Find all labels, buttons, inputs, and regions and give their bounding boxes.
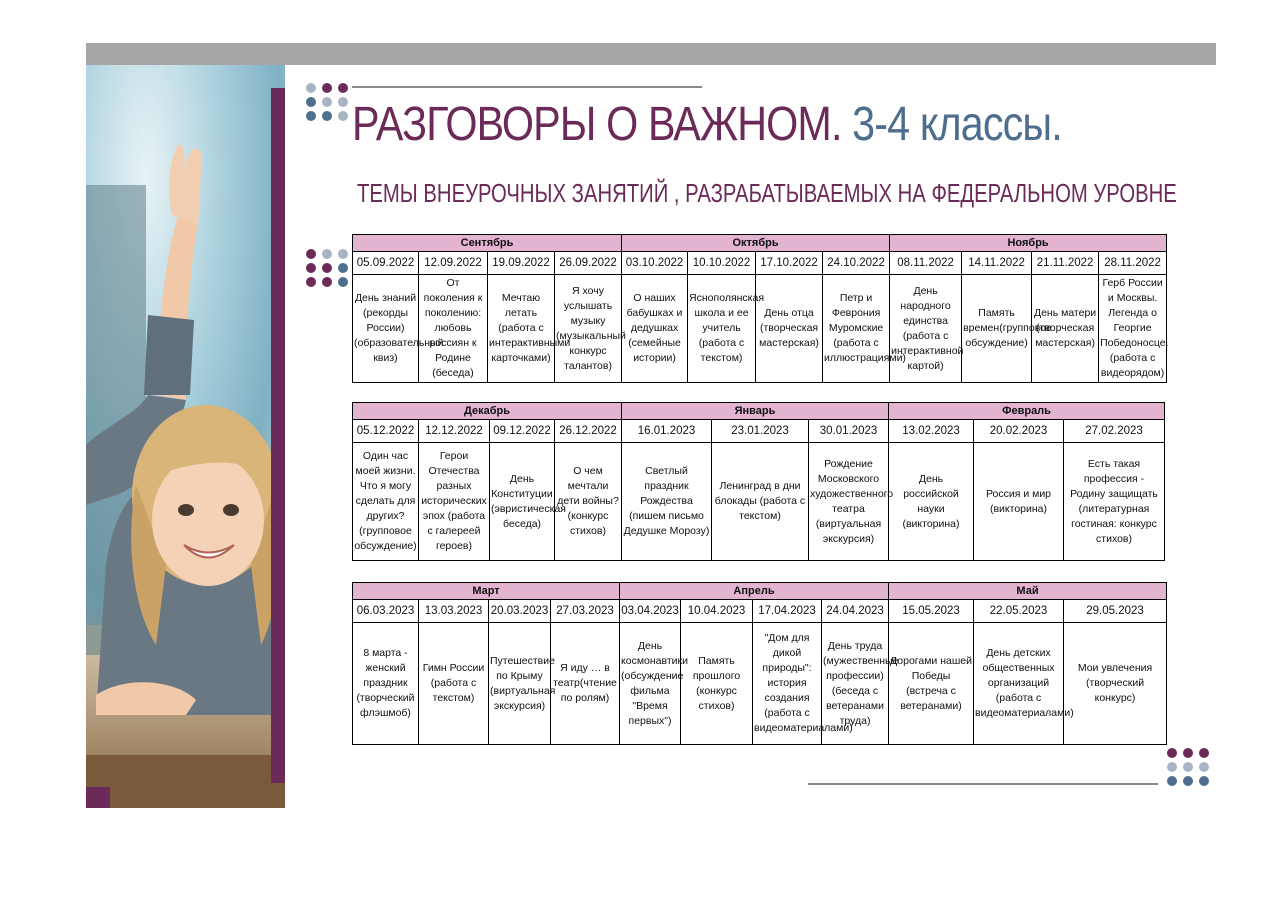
date-cell: 08.11.2022 (890, 252, 962, 275)
date-cell: 19.09.2022 (488, 252, 555, 275)
date-cell: 10.10.2022 (688, 252, 756, 275)
month-cell: Декабрь (353, 403, 622, 420)
date-cell: 24.04.2023 (822, 600, 889, 623)
date-cell: 10.04.2023 (681, 600, 753, 623)
topic-cell: Память времен(групповое обсуждение) (962, 275, 1032, 383)
topic-cell: От поколения к поколению: любовь россиян к Родине (беседа) (419, 275, 488, 383)
topic-cell: Путешествие по Крыму (виртуальная экскурсия) (489, 623, 551, 745)
date-cell: 15.05.2023 (889, 600, 974, 623)
topic-cell: День Конституции (эвристическая беседа) (490, 443, 555, 561)
date-cell: 20.02.2023 (974, 420, 1064, 443)
month-cell: Февраль (889, 403, 1165, 420)
dots-decoration-title (306, 83, 348, 121)
topic-cell: Рождение Московского художественного театра (виртуальная экскурсия) (809, 443, 889, 561)
topic-cell: "Дом для дикой природы": история создания (работа с видеоматериалами) (753, 623, 822, 745)
topic-cell: Герои Отечества разных исторических эпох (работа с галереей героев) (419, 443, 490, 561)
topic-cell: Мечтаю летать (работа с интерактивными карточками) (488, 275, 555, 383)
month-row (353, 235, 1167, 252)
topic-cell: Я хочу услышать музыку (музыкальный конкурс талантов) (555, 275, 622, 383)
page-subtitle: ТЕМЫ ВНЕУРОЧНЫХ ЗАНЯТИЙ , РАЗРАБАТЫВАЕМЫХ НА ФЕДЕРАЛЬНОМ УРОВНЕ (357, 178, 1177, 208)
topic-cell: Мои увлечения (творческий конкурс) (1064, 623, 1167, 745)
date-cell: 27.02.2023 (1064, 420, 1165, 443)
topic-cell: Яснополянская школа и ее учитель (работа с текстом) (688, 275, 756, 383)
month-row (353, 403, 1165, 420)
date-cell: 21.11.2022 (1032, 252, 1099, 275)
topic-cell: Память прошлого (конкурс стихов) (681, 623, 753, 745)
topic-cell: О наших бабушках и дедушках (семейные истории) (622, 275, 688, 383)
topic-cell: Я иду … в театр(чтение по ролям) (551, 623, 620, 745)
topic-cell: День знаний (рекорды России) (образовательный квиз) (353, 275, 419, 383)
topic-row (353, 443, 1165, 561)
month-cell: Октябрь (622, 235, 890, 252)
bottom-rule (808, 783, 1158, 785)
topic-cell: Есть такая профессия - Родину защищать (литературная гостиная: конкурс стихов) (1064, 443, 1165, 561)
date-cell: 24.10.2022 (823, 252, 890, 275)
desk (86, 755, 285, 808)
title-rule (352, 86, 702, 88)
topic-cell: День народного единства (работа с интерактивной картой) (890, 275, 962, 383)
topic-cell: 8 марта - женский праздник (творческий флэшмоб) (353, 623, 419, 745)
month-row (353, 583, 1167, 600)
month-cell: Апрель (620, 583, 889, 600)
date-cell: 26.12.2022 (555, 420, 622, 443)
topic-cell: День космонавтики (обсуждение фильма "Время первых") (620, 623, 681, 745)
date-cell: 12.12.2022 (419, 420, 490, 443)
date-cell: 05.09.2022 (353, 252, 419, 275)
date-cell: 03.04.2023 (620, 600, 681, 623)
topic-row (353, 275, 1167, 383)
date-cell: 06.03.2023 (353, 600, 419, 623)
topic-cell: Петр и Феврония Муромские (работа с иллюстрациями) (823, 275, 890, 383)
topic-cell: Светлый праздник Рождества (пишем письмо Дедушке Морозу) (622, 443, 712, 561)
girl-raising-hand-illustration (86, 65, 285, 808)
date-cell: 05.12.2022 (353, 420, 419, 443)
topic-cell: Россия и мир (викторина) (974, 443, 1064, 561)
date-cell: 29.05.2023 (1064, 600, 1167, 623)
title-grade: 3-4 классы. (852, 98, 1062, 151)
title-main: РАЗГОВОРЫ О ВАЖНОМ. (352, 98, 842, 151)
topic-cell: День российской науки (викторина) (889, 443, 974, 561)
topic-cell: День детских общественных организаций (работа с видеоматериалами) (974, 623, 1064, 745)
page-title (352, 90, 1062, 160)
dots-decoration-left (306, 249, 348, 287)
date-cell: 26.09.2022 (555, 252, 622, 275)
topic-cell: День матери (творческая мастерская) (1032, 275, 1099, 383)
schedule-table-autumn (352, 234, 1167, 383)
month-cell: Январь (622, 403, 889, 420)
date-cell: 20.03.2023 (489, 600, 551, 623)
date-cell: 22.05.2023 (974, 600, 1064, 623)
date-cell: 14.11.2022 (962, 252, 1032, 275)
topic-cell: Дорогами нашей Победы (встреча с ветеранами) (889, 623, 974, 745)
date-row (353, 600, 1167, 623)
date-cell: 23.01.2023 (712, 420, 809, 443)
date-cell: 13.02.2023 (889, 420, 974, 443)
date-row (353, 420, 1165, 443)
topic-row (353, 623, 1167, 745)
date-cell: 09.12.2022 (490, 420, 555, 443)
date-cell: 28.11.2022 (1099, 252, 1167, 275)
topic-cell: Герб России и Москвы. Легенда о Георгие Победоносце. (работа с видеорядом) (1099, 275, 1167, 383)
month-cell: Май (889, 583, 1167, 600)
month-cell: Сентябрь (353, 235, 622, 252)
top-gray-bar (86, 43, 1216, 65)
vertical-accent-bar (271, 88, 285, 783)
date-cell: 16.01.2023 (622, 420, 712, 443)
date-cell: 27.03.2023 (551, 600, 620, 623)
date-cell: 13.03.2023 (419, 600, 489, 623)
month-cell: Март (353, 583, 620, 600)
topic-cell: Гимн России (работа с текстом) (419, 623, 489, 745)
date-cell: 17.10.2022 (756, 252, 823, 275)
date-cell: 30.01.2023 (809, 420, 889, 443)
topic-cell: Один час моей жизни. Что я могу сделать для других? (групповое обсуждение) (353, 443, 419, 561)
topic-cell: О чем мечтали дети войны? (конкурс стихов) (555, 443, 622, 561)
schedule-table-winter (352, 402, 1165, 561)
dots-decoration-bottom (1167, 748, 1209, 786)
date-cell: 03.10.2022 (622, 252, 688, 275)
schedule-table-spring (352, 582, 1167, 745)
date-cell: 17.04.2023 (753, 600, 822, 623)
topic-cell: День труда (мужественные профессии) (беседа с ветеранами труда) (822, 623, 889, 745)
topic-cell: День отца (творческая мастерская) (756, 275, 823, 383)
schoolgirl-photo (86, 65, 285, 808)
topic-cell: Ленинград в дни блокады (работа с текстом) (712, 443, 809, 561)
date-cell: 12.09.2022 (419, 252, 488, 275)
date-row (353, 252, 1167, 275)
corner-square (86, 787, 110, 808)
month-cell: Ноябрь (890, 235, 1167, 252)
